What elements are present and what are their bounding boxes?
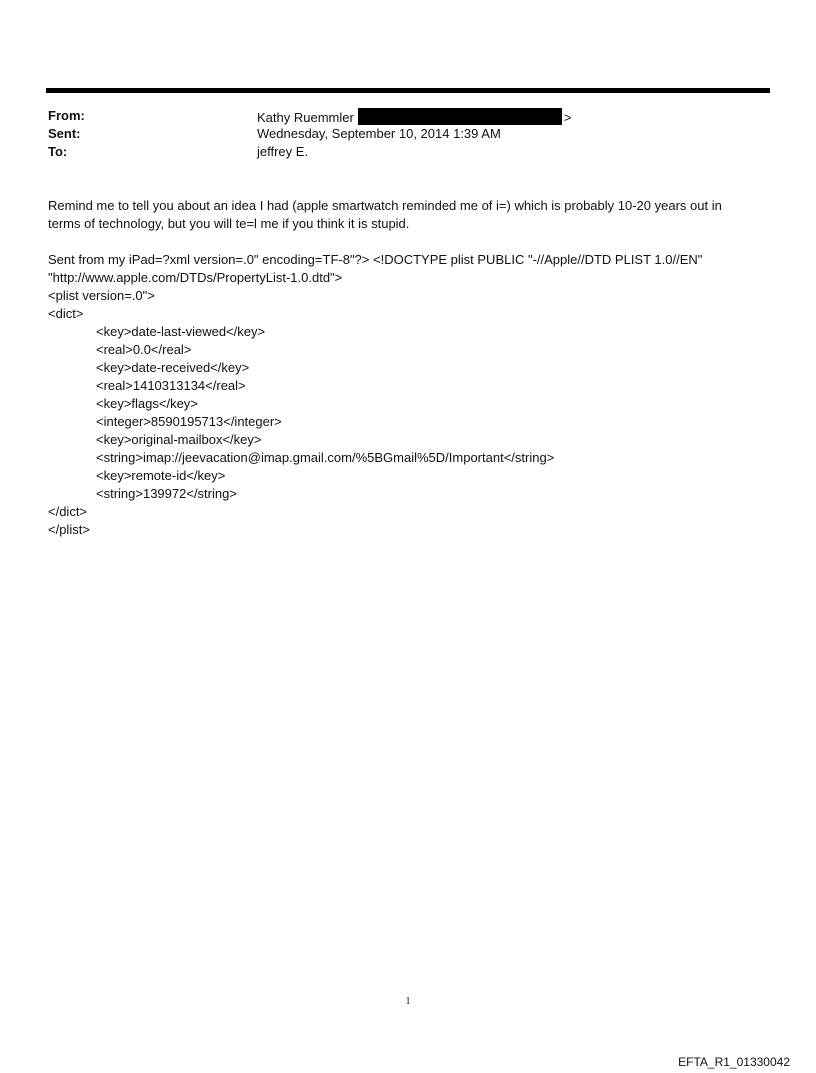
plist-line: "http://www.apple.com/DTDs/PropertyList-1.0.dtd"> — [48, 270, 343, 285]
plist-line: <plist version=.0"> — [48, 288, 155, 303]
paragraph-line: terms of technology, but you will te=l me if you think it is stupid. — [48, 216, 410, 231]
plist-line: <key>original-mailbox</key> — [96, 432, 262, 447]
plist-line: <string>imap://jeevacation@imap.gmail.com/%5BGmail%5D/Important</string> — [96, 450, 555, 465]
plist-line: <real>0.0</real> — [96, 342, 192, 357]
plist-line: <key>date-last-viewed</key> — [96, 324, 266, 339]
plist-line: <key>flags</key> — [96, 396, 198, 411]
from-trailing-bracket: > — [563, 110, 572, 125]
plist-line: <real>1410313134</real> — [96, 378, 246, 393]
plist-line: </plist> — [48, 522, 90, 537]
plist-line: <key>remote-id</key> — [96, 468, 226, 483]
header-divider — [46, 88, 770, 93]
sent-value: Wednesday, September 10, 2014 1:39 AM — [257, 126, 501, 141]
bates-number: EFTA_R1_01330042 — [678, 1055, 790, 1069]
plist-line: <string>139972</string> — [96, 486, 237, 501]
to-value: jeffrey E. — [257, 144, 309, 159]
plist-line: </dict> — [48, 504, 88, 519]
sent-label: Sent: — [48, 126, 81, 141]
plist-line: <key>date-received</key> — [96, 360, 250, 375]
paragraph-line: Remind me to tell you about an idea I had (apple smartwatch reminded me of i=) which is probably 10-20 years out in — [48, 198, 722, 213]
from-label: From: — [48, 108, 85, 123]
from-value — [257, 108, 571, 125]
plist-line: <dict> — [48, 306, 84, 321]
plist-block — [48, 251, 768, 539]
redaction-bar — [358, 108, 562, 125]
signature-line: Sent from my iPad=?xml version=.0" encoding=TF-8"?> <!DOCTYPE plist PUBLIC "-//Apple//DTD PLIST 1.0//EN" — [48, 252, 703, 267]
message-paragraph — [48, 197, 768, 233]
plist-line: <integer>8590195713</integer> — [96, 414, 282, 429]
page-number: 1 — [405, 996, 411, 1007]
to-label: To: — [48, 144, 68, 159]
sender-name: Kathy Ruemmler — [257, 110, 354, 125]
